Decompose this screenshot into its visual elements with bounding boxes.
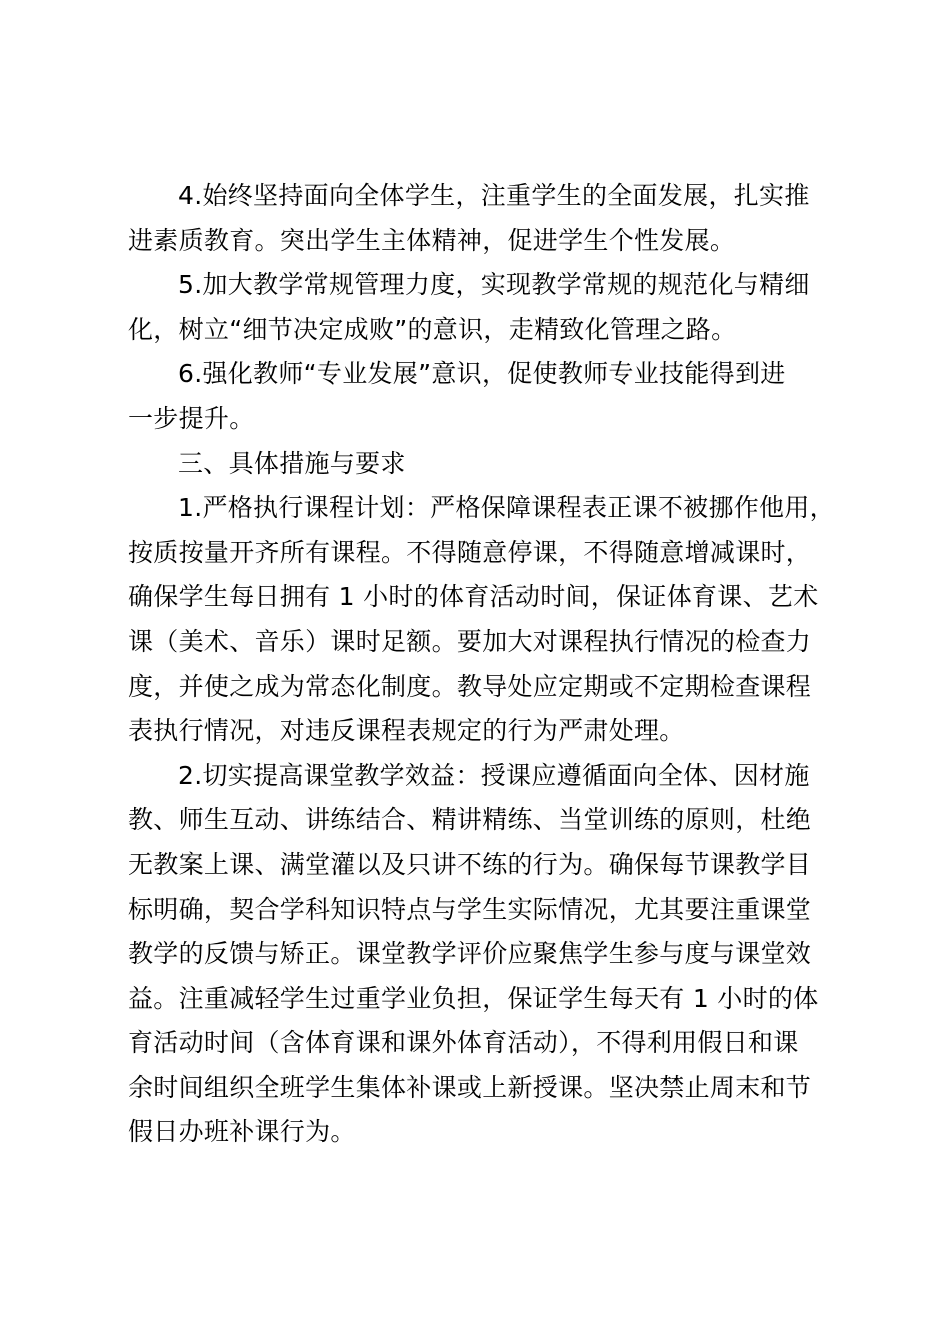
body-line: 余时间组织全班学生集体补课或上新授课。坚决禁止周末和节 xyxy=(128,1072,812,1102)
body-line: 教学的反馈与矫正。课堂教学评价应聚焦学生参与度与课堂效 xyxy=(128,939,812,969)
section-heading: 三、具体措施与要求 xyxy=(178,448,406,478)
document-page xyxy=(128,174,833,1155)
body-line: 2.切实提高课堂教学效益：授课应遵循面向全体、因材施 xyxy=(178,760,810,790)
body-line: 教、师生互动、讲练结合、精讲精练、当堂训练的原则，杜绝 xyxy=(128,805,812,835)
body-line: 标明确，契合学科知识特点与学生实际情况，尤其要注重课堂 xyxy=(128,894,812,924)
body-line: 确保学生每日拥有 1 小时的体育活动时间，保证体育课、艺术 xyxy=(128,582,819,612)
body-line: 5.加大教学常规管理力度，实现教学常规的规范化与精细 xyxy=(178,270,810,300)
body-line: 表执行情况，对违反课程表规定的行为严肃处理。 xyxy=(128,716,685,746)
body-line: 4.始终坚持面向全体学生，注重学生的全面发展，扎实推 xyxy=(178,181,810,210)
body-line: 益。注重减轻学生过重学业负担，保证学生每天有 1 小时的体 xyxy=(128,983,819,1013)
body-line: 进素质教育。突出学生主体精神，促进学生个性发展。 xyxy=(128,225,736,255)
body-line: 课（美术、音乐）课时足额。要加大对课程执行情况的检查力 xyxy=(128,626,812,656)
body-line: 6.强化教师“专业发展”意识，促使教师专业技能得到进 xyxy=(178,359,786,389)
body-line: 按质按量开齐所有课程。不得随意停课，不得随意增减课时， xyxy=(128,537,812,567)
body-line: 1.严格执行课程计划：严格保障课程表正课不被挪作他用， xyxy=(178,493,835,523)
body-line: 假日办班补课行为。 xyxy=(128,1117,356,1147)
body-line: 化，树立“细节决定成败”的意识，走精致化管理之路。 xyxy=(128,314,737,344)
body-line: 一步提升。 xyxy=(128,403,255,433)
body-line: 度，并使之成为常态化制度。教导处应定期或不定期检查课程 xyxy=(128,671,812,701)
body-line: 无教案上课、满堂灌以及只讲不练的行为。确保每节课教学目 xyxy=(128,849,812,879)
body-line: 育活动时间（含体育课和课外体育活动），不得利用假日和课 xyxy=(128,1028,799,1058)
